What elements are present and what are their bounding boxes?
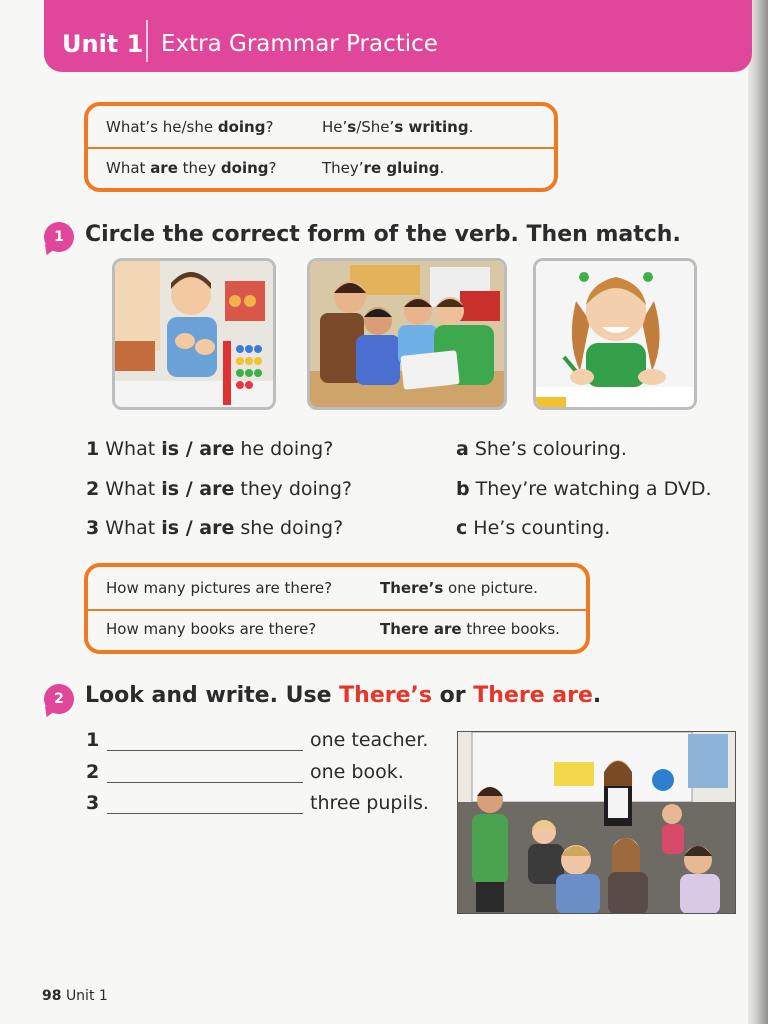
exercise-number-badge: 1 [44,222,74,252]
grammar-answer: There’s one picture. [380,578,538,597]
classroom-illustration [458,732,735,913]
grammar-question: How many books are there? [106,620,317,639]
grammar-row [88,147,554,188]
verb-option-is[interactable]: is [161,478,180,500]
write-item-text: one book. [310,761,404,783]
boy-counting-illustration [115,261,273,407]
exercise-item: 1 What is / are he doing? [86,438,334,460]
section-title: Extra Grammar Practice [161,31,438,57]
photo-boy-counting [112,258,276,410]
grammar-box-there [84,563,590,654]
match-answer[interactable]: b They’re watching a DVD. [456,478,712,500]
photo-classroom [457,731,736,914]
grammar-answer: There are three books. [380,620,560,639]
grammar-row [88,106,554,149]
verb-option-are[interactable]: are [199,478,235,500]
footer-unit-label: Unit 1 [65,988,108,1004]
grammar-box-doing [84,102,558,192]
exercise-item: 3 What is / are she doing? [86,517,344,539]
verb-option-are[interactable]: are [199,438,235,460]
write-answer-line[interactable] [107,750,303,751]
match-answer[interactable]: a She’s colouring. [456,438,627,460]
grammar-answer: They’re gluing. [322,158,445,177]
grammar-question: What’s he/she doing? [106,117,274,136]
girl-colouring-illustration [536,261,694,407]
write-item-text: one teacher. [310,729,429,751]
verb-option-is[interactable]: is [161,517,180,539]
exercise-number-badge: 2 [44,684,74,714]
photo-girl-colouring [533,258,697,410]
exercise-instruction: Look and write. Use There’s or There are. [85,683,602,708]
match-answer[interactable]: c He’s counting. [456,517,611,539]
write-answer-line[interactable] [107,813,303,814]
write-answer-line[interactable] [107,782,303,783]
grammar-question: What are they doing? [106,158,277,177]
write-item-number: 2 [86,761,100,783]
verb-option-is[interactable]: is [161,438,180,460]
write-item-number: 3 [86,792,100,814]
write-item-text: three pupils. [310,792,429,814]
grammar-row [88,609,586,651]
grammar-row [88,567,586,611]
children-watching-illustration [310,261,504,407]
header-divider [146,20,148,62]
page-number: 98 [42,988,62,1004]
page-footer [42,988,108,1004]
photo-children-watching [307,258,507,410]
grammar-answer: He’s/She’s writing. [322,117,474,136]
exercise-instruction: Circle the correct form of the verb. Then match. [85,222,681,247]
exercise-item: 2 What is / are they doing? [86,478,352,500]
grammar-question: How many pictures are there? [106,578,333,597]
unit-label: Unit 1 [62,30,144,58]
write-item-number: 1 [86,729,100,751]
unit-header-banner [44,0,752,72]
book-spine-shadow [748,0,768,1024]
verb-option-are[interactable]: are [199,517,235,539]
